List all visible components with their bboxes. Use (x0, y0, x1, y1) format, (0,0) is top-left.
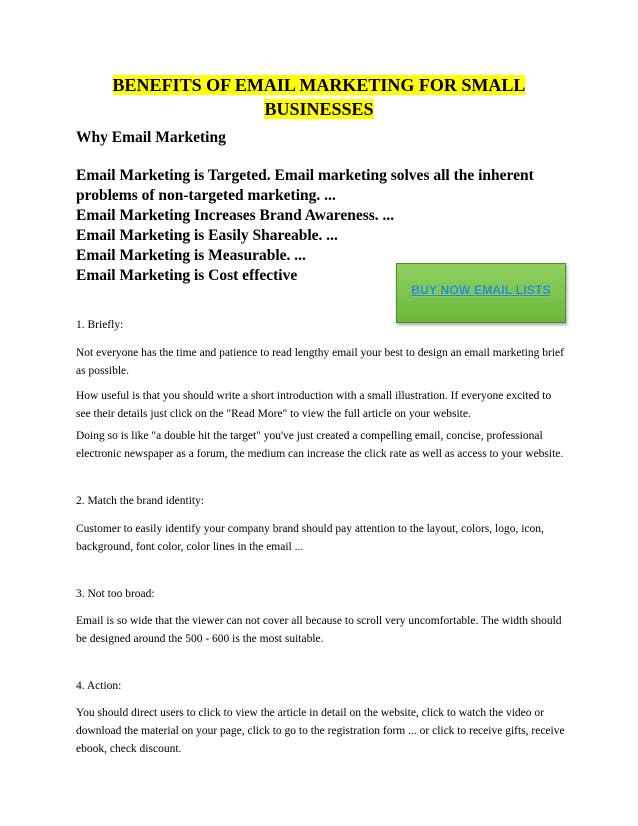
section-not-too-broad (76, 585, 566, 603)
buy-email-lists-link[interactable]: BUY NOW EMAIL LISTS (411, 283, 551, 297)
section-paragraph: Customer to easily identify your company brand should pay attention to the layout, colors, logo, icon, background, font color, color lines in the email ... (76, 523, 544, 553)
benefit-point: Email Marketing is Targeted. Email marketing solves all the inherent (76, 167, 534, 184)
section-heading: 2. Match the brand identity: (76, 495, 205, 507)
section-heading: 3. Not too broad: (76, 588, 155, 600)
document-title (76, 73, 562, 121)
section-paragraph: You should direct users to click to view the article in detail on the website, click to watch the video or download the material on your page, click to go to the registration form ... or click to receive gifts, receive ebook, check discount. (76, 707, 565, 755)
section-action (76, 677, 566, 695)
why-heading: Why Email Marketing (76, 129, 226, 146)
benefit-point: Email Marketing Increases Brand Awareness. ... (76, 207, 395, 224)
benefit-point: Email Marketing is Cost effective (76, 267, 298, 284)
section-paragraph: How useful is that you should write a short introduction with a small illustration. If everyone excited to see their details just click on the "Read More" to view the full article on your website. (76, 390, 552, 420)
buy-email-lists-button[interactable] (396, 263, 566, 323)
section-heading: 4. Action: (76, 680, 122, 692)
benefit-point: Email Marketing is Measurable. ... (76, 247, 306, 264)
section-brand-identity (76, 492, 566, 510)
benefit-point: problems of non-targeted marketing. ... (76, 187, 336, 204)
section-briefly (76, 316, 566, 334)
title-line-2: BUSINESSES (264, 99, 374, 119)
section-paragraph: Not everyone has the time and patience to read lengthy email your best to design an email marketing brief as possible. (76, 347, 564, 377)
section-paragraph: Doing so is like "a double hit the target" you've just created a compelling email, concise, professional electronic newspaper as a forum, the medium can increase the click rate as well as access to your website. (76, 430, 564, 460)
section-heading: 1. Briefly: (76, 319, 124, 331)
section-paragraph: Email is so wide that the viewer can not cover all because to scroll very uncomfortable. The width should be designed around the 500 - 600 is the most suitable. (76, 615, 562, 645)
benefit-point: Email Marketing is Easily Shareable. ... (76, 227, 338, 244)
title-line-1: BENEFITS OF EMAIL MARKETING FOR SMALL (112, 75, 526, 95)
